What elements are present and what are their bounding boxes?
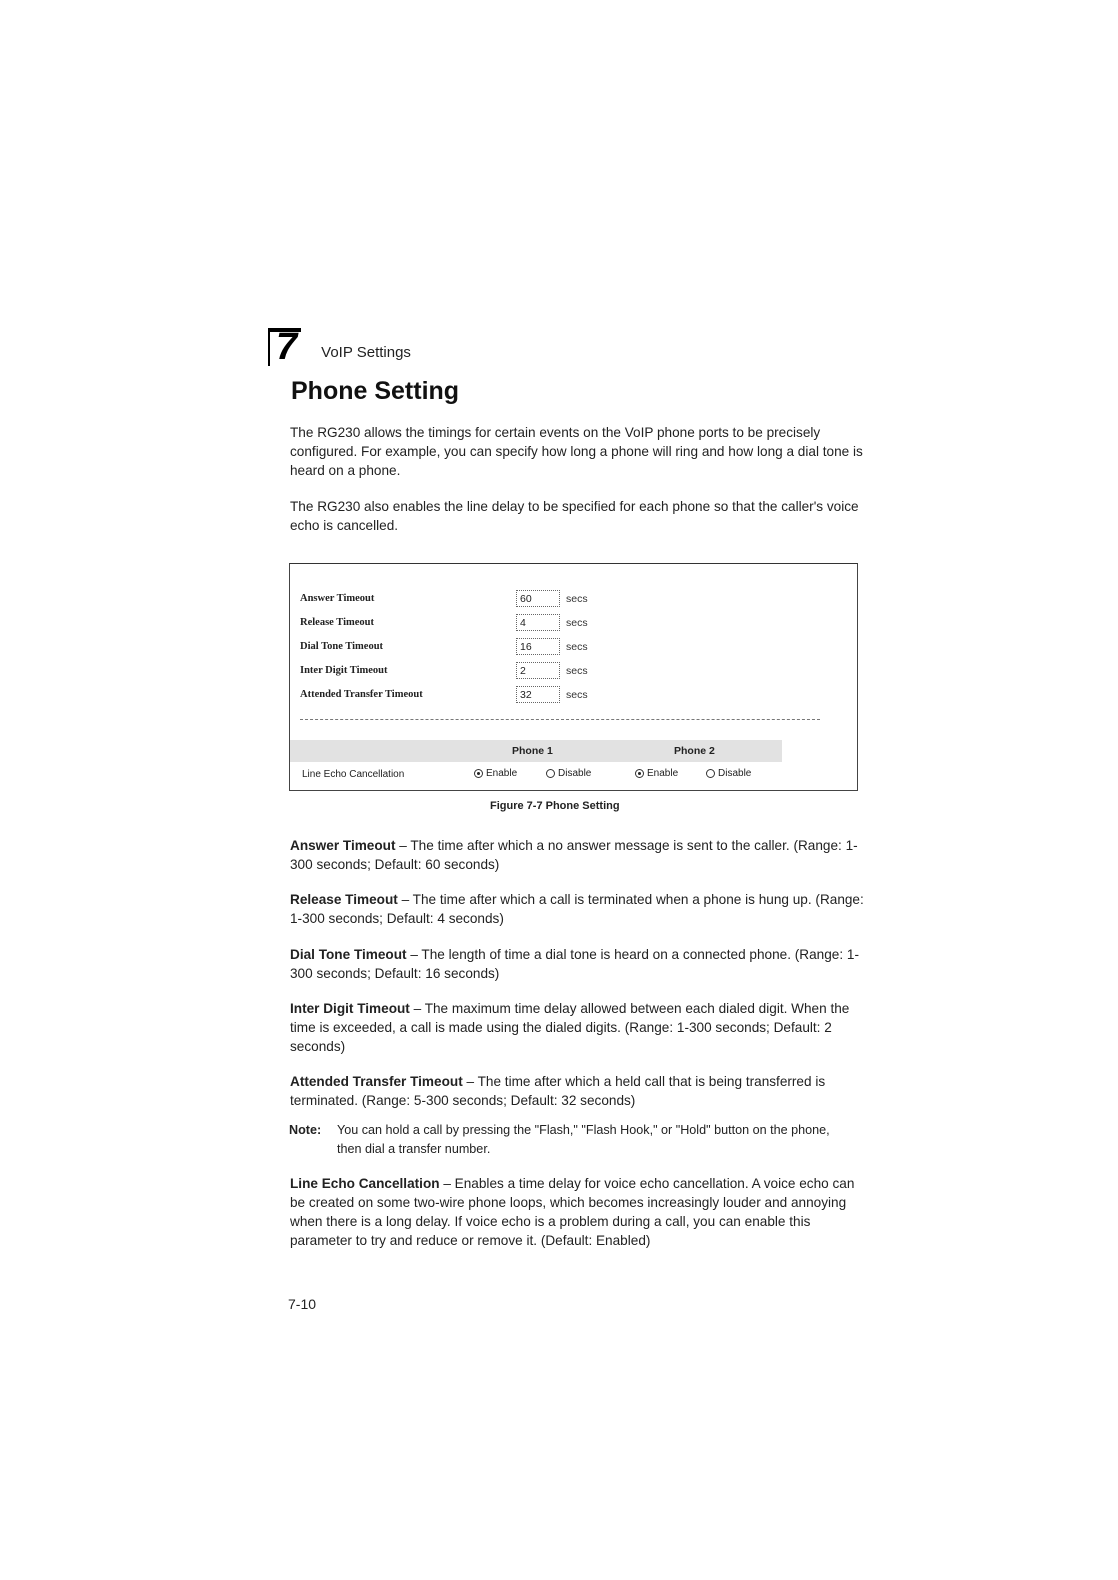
definition-text: – The time after which a no answer message is sent to the caller. (Range: 1-300 seconds; Default: 60 seconds) [290, 838, 858, 872]
field-unit: secs [566, 665, 588, 677]
note-label: Note: [289, 1123, 322, 1137]
definition-term: Release Timeout [290, 892, 398, 907]
divider [300, 719, 820, 720]
page-title: Phone Setting [291, 377, 460, 405]
field-unit: secs [566, 641, 588, 653]
field-row-dial-tone-timeout [300, 638, 820, 658]
radio-unselected-icon [706, 769, 715, 778]
radio-unselected-icon [546, 769, 555, 778]
field-label: Dial Tone Timeout [300, 641, 384, 652]
radio-label: Disable [558, 768, 592, 779]
phone-1-disable-radio[interactable] [546, 768, 591, 779]
definition-text: – The maximum time delay allowed between each dialed digit. When the time is exceeded, a call is made using the dialed digits. (Range: 1-300 seconds; Default: 2 seconds) [290, 1001, 850, 1054]
definition-line-echo-cancellation [290, 1174, 865, 1250]
definition-answer-timeout [290, 836, 865, 874]
field-row-release-timeout [300, 614, 820, 634]
intro-paragraph-2: The RG230 also enables the line delay to be specified for each phone so that the caller's voice echo is cancelled. [290, 499, 859, 533]
field-label: Answer Timeout [300, 593, 375, 604]
field-unit: secs [566, 617, 588, 629]
chapter-number: 7 [268, 328, 301, 366]
line-echo-cancellation-row [290, 767, 850, 783]
note-text: You can hold a call by pressing the "Flash," "Flash Hook," or "Hold" button on the phone, then dial a transfer number. [337, 1123, 830, 1156]
release-timeout-input[interactable] [516, 614, 560, 631]
definition-release-timeout [290, 890, 865, 928]
definition-dial-tone-timeout [290, 945, 865, 983]
field-label: Attended Transfer Timeout [300, 689, 423, 700]
definition-text: – The time after which a call is terminated when a phone is hung up. (Range: 1-300 seconds; Default: 4 seconds) [290, 892, 864, 926]
phone-header-bar [290, 740, 782, 762]
phone-2-disable-radio[interactable] [706, 768, 751, 779]
phone-1-header: Phone 1 [512, 745, 553, 757]
answer-timeout-input[interactable] [516, 590, 560, 607]
page-number: 7-10 [288, 1296, 317, 1312]
dial-tone-timeout-input[interactable] [516, 638, 560, 655]
radio-label: Disable [718, 768, 752, 779]
field-unit: secs [566, 593, 588, 605]
phone-1-enable-radio[interactable] [474, 768, 517, 779]
field-label: Inter Digit Timeout [300, 665, 388, 676]
phone-2-header: Phone 2 [674, 745, 715, 757]
definition-term: Inter Digit Timeout [290, 1001, 410, 1016]
field-unit: secs [566, 689, 588, 701]
definition-inter-digit-timeout [290, 999, 865, 1056]
definition-term: Answer Timeout [290, 838, 396, 853]
radio-selected-icon [635, 769, 644, 778]
radio-label: Enable [486, 768, 518, 779]
definition-text: – Enables a time delay for voice echo cancellation. A voice echo can be created on some two-wire phone loops, which becomes increasingly louder and annoying when there is a long delay. If voice echo is a problem during a call, you can enable this parameter to try and reduce or remove it. (Default: Enabled) [290, 1176, 855, 1248]
definition-term: Line Echo Cancellation [290, 1176, 440, 1191]
radio-selected-icon [474, 769, 483, 778]
definition-attended-transfer-timeout [290, 1072, 865, 1110]
line-echo-label: Line Echo Cancellation [302, 769, 405, 780]
definition-term: Attended Transfer Timeout [290, 1074, 463, 1089]
field-row-inter-digit-timeout [300, 662, 820, 682]
chapter-title: VoIP Settings [321, 343, 411, 361]
phone-2-enable-radio[interactable] [635, 768, 678, 779]
definition-text: – The length of time a dial tone is heard on a connected phone. (Range: 1-300 seconds; Default: 16 seconds) [290, 947, 859, 981]
chapter-header [268, 328, 411, 366]
definition-text: – The time after which a held call that is being transferred is terminated. (Range: 5-300 seconds; Default: 32 seconds) [290, 1074, 826, 1108]
intro-paragraph-1: The RG230 allows the timings for certain events on the VoIP phone ports to be precisely configured. For example, you can specify how long a phone will ring and how long a dial tone is heard on a phone. [290, 425, 863, 478]
radio-label: Enable [647, 768, 679, 779]
phone-setting-form [289, 563, 858, 791]
attended-transfer-timeout-input[interactable] [516, 686, 560, 703]
inter-digit-timeout-input[interactable] [516, 662, 560, 679]
note-block [289, 1121, 864, 1159]
field-label: Release Timeout [300, 617, 374, 628]
figure-caption: Figure 7-7 Phone Setting [490, 800, 620, 812]
field-row-answer-timeout [300, 590, 820, 610]
field-row-attended-transfer-timeout [300, 686, 820, 706]
definition-term: Dial Tone Timeout [290, 947, 407, 962]
